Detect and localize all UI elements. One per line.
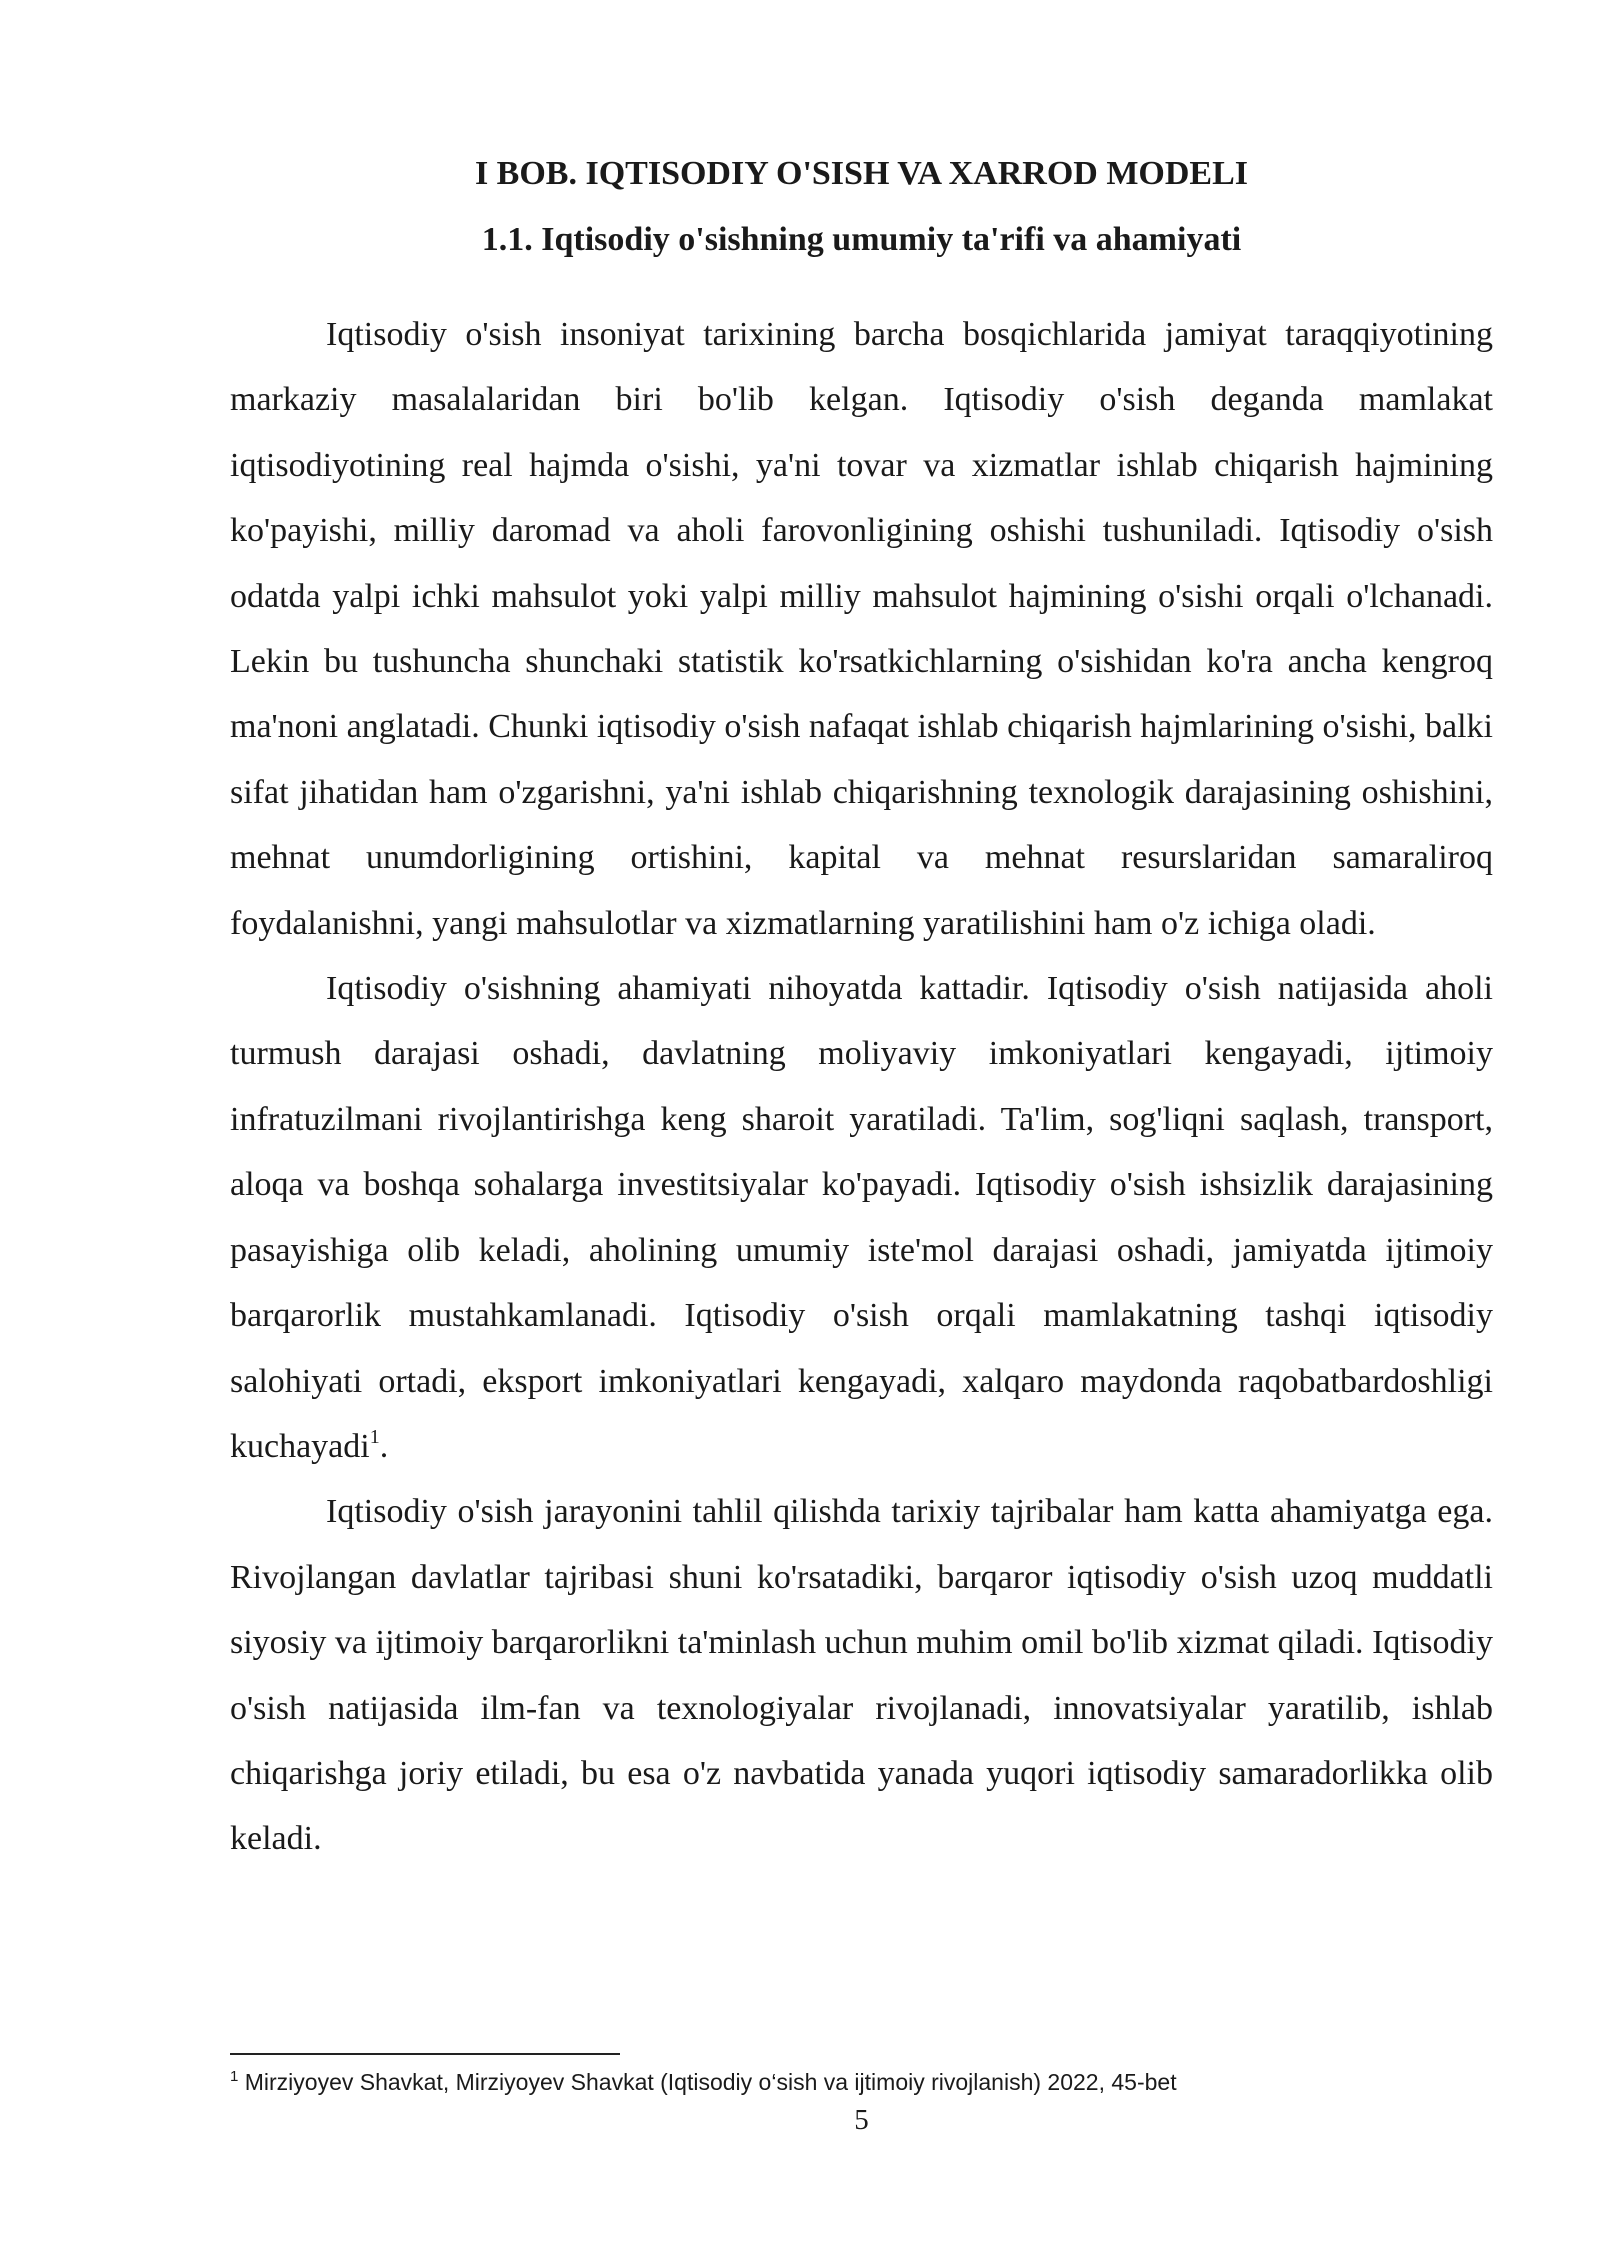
paragraph-2-end: . xyxy=(379,1427,389,1465)
chapter-title: I BOB. IQTISODIY O'SISH VA XARROD MODELI xyxy=(474,155,1249,192)
page-number: 5 xyxy=(854,2104,869,2136)
footnote xyxy=(230,2066,1493,2098)
paragraph-3 xyxy=(230,1479,1493,1871)
body-text xyxy=(230,302,1493,1872)
footnote-reference[interactable]: 1 xyxy=(369,1425,380,1448)
paragraph-1-text: Iqtisodiy o'sish insoniyat tarixining barcha bosqichlarida jamiyat taraqqiyotining markaziy masalalaridan biri bo'lib kelgan. Iqtisodiy o'sish deganda mamlakat iqtisodiyotining real hajmda o'sishi, ya'ni tovar va xizmatlar ishlab chiqarish hajmining ko'payishi, milliy daromad va aholi farovonligining oshishi tushuniladi. Iqtisodiy o'sish odatda yalpi ichki mahsulot yoki yalpi milliy mahsulot hajmining o'sishi orqali o'lchanadi. Lekin bu tushuncha shunchaki statistik ko'rsatkichlarning o'sishidan ko'ra ancha kengroq ma'noni anglatadi. Chunki iqtisodiy o'sish nafaqat ishlab chiqarish hajmlarining o'sishi, balki sifat jihatidan ham o'zgarishni, ya'ni ishlab chiqarishning texnologik darajasining oshishini, mehnat unumdorligining ortishini, kapital va mehnat resurslaridan samaraliroq foydalanishni, yangi mahsulotlar va xizmatlarning yaratilishini ham o'z ichiga oladi. xyxy=(230,316,1493,942)
paragraph-1 xyxy=(230,302,1493,956)
footnote-text: Mirziyoyev Shavkat, Mirziyoyev Shavkat (Iqtisodiy o‘sish va ijtimoiy rivojlanish) 2022, 45-bet xyxy=(238,2069,1177,2095)
footnote-marker: 1 xyxy=(230,2068,239,2085)
paragraph-2 xyxy=(230,956,1493,1479)
paragraph-2-text: Iqtisodiy o'sishning ahamiyati nihoyatda kattadir. Iqtisodiy o'sish natijasida aholi turmush darajasi oshadi, davlatning moliyaviy imkoniyatlari kengayadi, ijtimoiy infratuzilmani rivojlantirishga keng sharoit yaratiladi. Ta'lim, sog'liqni saqlash, transport, aloqa va boshqa sohalarga investitsiyalar ko'payadi. Iqtisodiy o'sish ishsizlik darajasining pasayishiga olib keladi, aholining umumiy iste'mol darajasi oshadi, jamiyatda ijtimoiy barqarorlik mustahkamlanadi. Iqtisodiy o'sish orqali mamlakatning tashqi iqtisodiy salohiyati ortadi, eksport imkoniyatlari kengayadi, xalqaro maydonda raqobatbardoshligi kuchayadi xyxy=(230,970,1493,1465)
section-title: 1.1. Iqtisodiy o'sishning umumiy ta'rifi va ahamiyati xyxy=(481,221,1242,258)
paragraph-3-text: Iqtisodiy o'sish jarayonini tahlil qilishda tarixiy tajribalar ham katta ahamiyatga ega. Rivojlangan davlatlar tajribasi shuni ko'rsatadiki, barqaror iqtisodiy o'sish uzoq muddatli siyosiy va ijtimoiy barqarorlikni ta'minlash uchun muhim omil bo'lib xizmat qiladi. Iqtisodiy o'sish natijasida ilm-fan va texnologiyalar rivojlanadi, innovatsiyalar yaratilib, ishlab chiqarishga joriy etiladi, bu esa o'z navbatida yanada yuqori iqtisodiy samaradorlikka olib keladi. xyxy=(230,1493,1493,1858)
footnote-separator xyxy=(230,2053,620,2055)
